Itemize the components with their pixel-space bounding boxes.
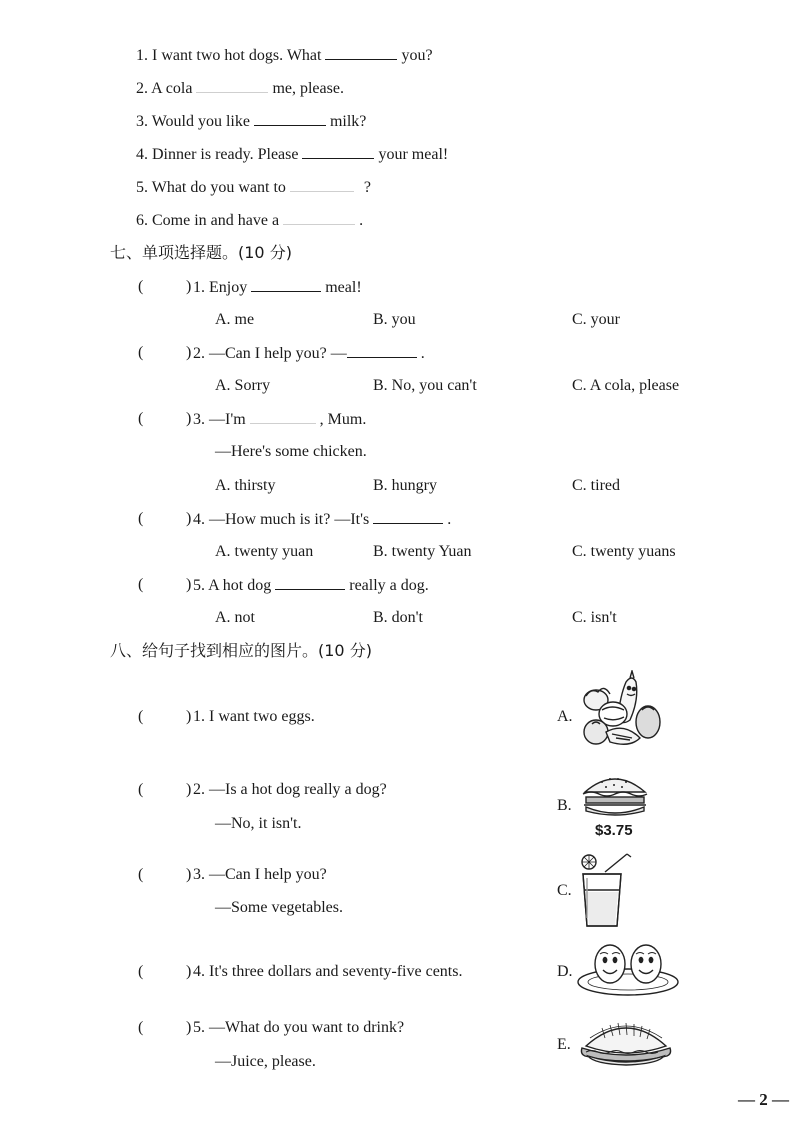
fill-item-3 — [136, 111, 366, 132]
answer-paren-open[interactable]: ( — [138, 781, 144, 798]
answer-paren-open[interactable]: ( — [138, 1019, 144, 1036]
question-text: 2. —Can I help you? — — [193, 345, 347, 362]
answer-blank[interactable] — [283, 210, 355, 225]
match-sentence-5-reply: —Juice, please. — [215, 1053, 316, 1070]
fill-item-text: me, please. — [272, 80, 344, 97]
answer-paren-open[interactable]: ( — [138, 410, 144, 427]
juice-glass-icon — [575, 850, 635, 930]
picture-label-a: A. — [557, 708, 573, 725]
option-c[interactable]: C. twenty yuans — [572, 543, 676, 560]
fill-item-text: 2. A cola — [136, 80, 193, 97]
question-text: . — [447, 511, 452, 528]
fill-item-text: ? — [363, 179, 372, 196]
answer-blank[interactable] — [302, 144, 374, 159]
option-a[interactable]: A. twenty yuan — [215, 543, 314, 560]
answer-blank[interactable] — [290, 177, 354, 192]
option-a[interactable]: A. thirsty — [215, 477, 276, 494]
option-b[interactable]: B. hungry — [373, 477, 437, 494]
page-number: — 2 — — [738, 1090, 789, 1109]
answer-blank[interactable] — [275, 575, 345, 590]
answer-blank[interactable] — [325, 45, 397, 60]
fill-item-text: 4. Dinner is ready. Please — [136, 146, 299, 163]
answer-paren-open[interactable]: ( — [138, 708, 144, 725]
match-sentence-3-reply: —Some vegetables. — [215, 899, 343, 916]
answer-paren-close: ) — [186, 344, 192, 361]
option-b[interactable]: B. twenty Yuan — [373, 543, 472, 560]
vegetables-icon — [578, 670, 668, 755]
answer-paren-open[interactable]: ( — [138, 278, 144, 295]
option-c[interactable]: C. A cola, please — [572, 377, 680, 394]
question-text: . — [420, 345, 425, 362]
fill-item-text: 1. I want two hot dogs. What — [136, 47, 322, 64]
answer-paren-close: ) — [186, 781, 192, 798]
fill-item-text: your meal! — [378, 146, 449, 163]
fill-item-text: 3. Would you like — [136, 113, 250, 130]
picture-label-d: D. — [557, 963, 573, 980]
hamburger-icon — [580, 770, 650, 820]
picture-label-e: E. — [557, 1036, 571, 1053]
match-sentence-1: 1. I want two eggs. — [193, 708, 315, 725]
mc-question-2-stem — [193, 343, 425, 364]
fill-item-6 — [136, 210, 363, 231]
price-tag: $3.75 — [595, 822, 633, 839]
match-sentence-5: 5. —What do you want to drink? — [193, 1019, 405, 1036]
fill-item-text: milk? — [329, 113, 367, 130]
answer-blank[interactable] — [196, 78, 268, 93]
question-line-2: —Here's some chicken. — [215, 443, 367, 460]
match-sentence-4: 4. It's three dollars and seventy-five cents. — [193, 963, 463, 980]
answer-paren-open[interactable]: ( — [138, 510, 144, 527]
fill-item-text: 6. Come in and have a — [136, 212, 280, 229]
answer-paren-open[interactable]: ( — [138, 576, 144, 593]
answer-paren-open[interactable]: ( — [138, 344, 144, 361]
answer-paren-close: ) — [186, 410, 192, 427]
answer-paren-close: ) — [186, 278, 192, 295]
section-7-heading: 七、单项选择题。(10 分) — [110, 243, 292, 262]
fill-item-text: you? — [401, 47, 433, 64]
option-a[interactable]: A. Sorry — [215, 377, 271, 394]
question-text: meal! — [325, 279, 362, 296]
question-text: 1. Enjoy — [193, 279, 248, 296]
match-sentence-2-reply: —No, it isn't. — [215, 815, 302, 832]
two-eggs-icon — [576, 940, 680, 998]
option-b[interactable]: B. don't — [373, 609, 423, 626]
fill-item-4 — [136, 144, 448, 165]
mc-question-1-stem — [193, 277, 362, 298]
match-sentence-3: 3. —Can I help you? — [193, 866, 327, 883]
option-c[interactable]: C. tired — [572, 477, 620, 494]
picture-label-c: C. — [557, 882, 572, 899]
answer-blank[interactable] — [254, 111, 326, 126]
fill-item-text: . — [359, 212, 364, 229]
match-sentence-2: 2. —Is a hot dog really a dog? — [193, 781, 387, 798]
answer-paren-close: ) — [186, 708, 192, 725]
answer-blank[interactable] — [251, 277, 321, 292]
answer-blank[interactable] — [373, 509, 443, 524]
section-8-heading: 八、给句子找到相应的图片。(10 分) — [110, 641, 372, 660]
mc-question-3-stem — [193, 409, 366, 430]
question-text: really a dog. — [349, 577, 429, 594]
picture-label-b: B. — [557, 797, 572, 814]
answer-paren-close: ) — [186, 866, 192, 883]
answer-blank[interactable] — [347, 343, 417, 358]
option-c[interactable]: C. isn't — [572, 609, 617, 626]
option-b[interactable]: B. No, you can't — [373, 377, 477, 394]
fill-item-5 — [136, 177, 371, 198]
option-b[interactable]: B. you — [373, 311, 416, 328]
answer-blank[interactable] — [250, 409, 316, 424]
mc-question-5-stem — [193, 575, 429, 596]
answer-paren-open[interactable]: ( — [138, 866, 144, 883]
question-text: 3. —I'm — [193, 411, 246, 428]
fill-item-1 — [136, 45, 433, 66]
mc-question-4-stem — [193, 509, 451, 530]
answer-paren-close: ) — [186, 576, 192, 593]
hot-dog-icon — [580, 1018, 672, 1068]
answer-paren-close: ) — [186, 963, 192, 980]
answer-paren-open[interactable]: ( — [138, 963, 144, 980]
answer-paren-close: ) — [186, 1019, 192, 1036]
option-c[interactable]: C. your — [572, 311, 620, 328]
fill-item-text: 5. What do you want to — [136, 179, 286, 196]
fill-item-2 — [136, 78, 344, 99]
question-text: , Mum. — [319, 411, 367, 428]
option-a[interactable]: A. not — [215, 609, 255, 626]
question-text: 4. —How much is it? —It's — [193, 511, 370, 528]
answer-paren-close: ) — [186, 510, 192, 527]
option-a[interactable]: A. me — [215, 311, 255, 328]
question-text: 5. A hot dog — [193, 577, 272, 594]
